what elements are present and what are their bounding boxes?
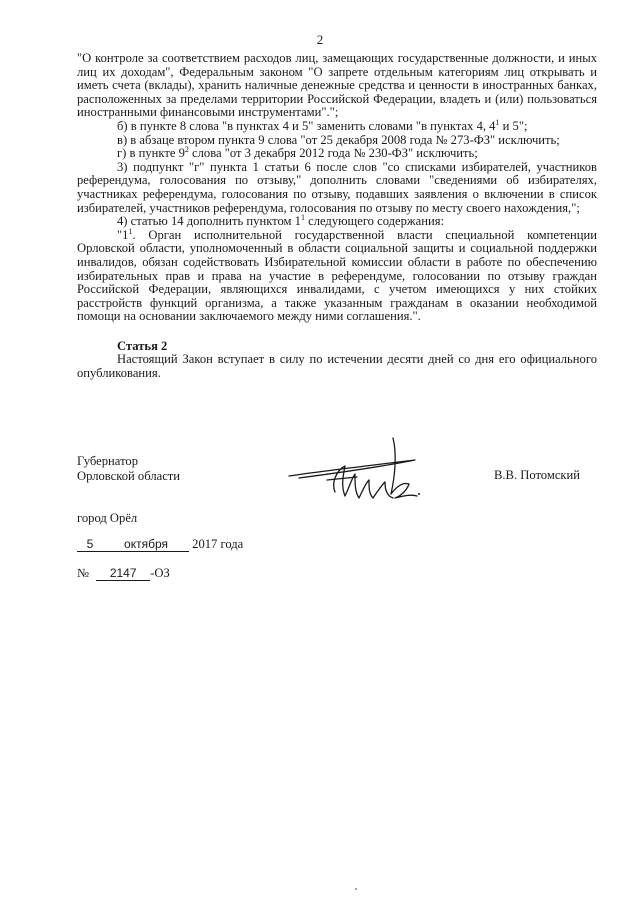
number-value: 2147 <box>96 567 150 581</box>
signing-date <box>77 538 243 552</box>
city: город Орёл <box>77 511 138 525</box>
law-number <box>77 567 170 581</box>
governor-title-line2: Орловской области <box>77 469 181 483</box>
article-2-title: Статья 2 <box>117 338 168 353</box>
number-suffix: -ОЗ <box>150 566 170 580</box>
paragraph-4: 4) статью 14 дополнить пунктом $1^1$ следующего содержания: <box>117 213 444 229</box>
signature-image <box>285 436 425 510</box>
paragraph-g: г) в пункте $9^2$ слова "от 3 декабря 2012 года № 230-ФЗ" исключить; <box>117 145 478 161</box>
date-month: октября <box>103 538 189 552</box>
governor-name: В.В. Потомский <box>494 468 581 482</box>
date-day: 5 <box>77 538 103 552</box>
paragraph-continuation: "О контроле за соответствием расходов лиц, замещающих государственные должности, и иных лиц их доходам", Федеральным законом "О запрете отдельным категориям лиц открывать и иметь счета (вклады), хранить наличные денежные средства и ценности в иностранных банках, расположенных за пределами территории Российской Федерации, владеть и (или) пользоваться иностранными финансовыми инструментами"."; <box>77 51 597 120</box>
page-number: 2 <box>316 32 324 47</box>
superscript: 2 <box>184 145 189 155</box>
number-prefix: № <box>77 566 90 580</box>
date-year: 2017 года <box>192 537 244 551</box>
document-body <box>77 52 597 381</box>
superscript: 1 <box>300 213 305 223</box>
governor-title <box>77 454 180 484</box>
paragraph-v: в) в абзаце втором пункта 9 слова "от 25 декабря 2008 года № 273-ФЗ" исключить; <box>117 132 560 147</box>
governor-title-line1: Губернатор <box>77 454 138 468</box>
paragraph-new-point: "$1^1$. Орган исполнительной государственной власти специальной компетенции Орловской области, уполномоченный в области социальной защиты и социальной поддержки инвалидов, обязан содействовать Избирательной комиссии области в работе по обеспечению избирательных прав и права на участие в референдуме, голосовании по отзыву граждан Российской Федерации, являющихся инвалидами, с учетом имеющихся у них стойких расстройств функций организма, а также указанным гражданам в оказании необходимой помощи на основании заключаемого между ними соглашения.". <box>77 226 597 324</box>
scan-speck <box>355 888 357 890</box>
paragraph-b: б) в пункте 8 слова "в пунктах 4 и 5" заменить словами "в пунктах 4, $4^1$ и 5"; <box>117 117 528 133</box>
article-2-text: Настоящий Закон вступает в силу по истечении десяти дней со дня его официального опубликования. <box>77 352 597 381</box>
paragraph-3: 3) подпункт "г" пункта 1 статьи 6 после слов "со списками избирателей, участников референдума, голосования по отзыву," дополнить словами "сведениями об избирателях, участниках референдума, голосования по отзыву, подавших заявления о включении в список избирателей, участников референдума, голосования по отзыву по месту своего нахождения,"; <box>77 159 597 215</box>
superscript: 1 <box>495 117 500 127</box>
superscript: 1 <box>128 226 133 236</box>
